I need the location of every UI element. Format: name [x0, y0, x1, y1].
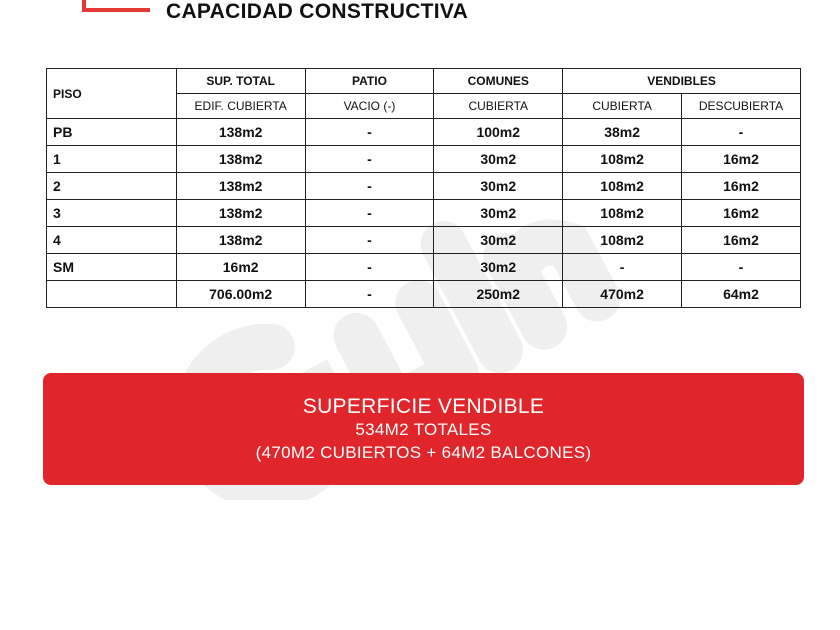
cell-sup-total: 138m2: [176, 146, 305, 173]
table-header-row: [47, 69, 801, 94]
header-comunes: COMUNES: [434, 69, 563, 94]
cell-sup-total: 706.00m2: [176, 281, 305, 308]
cell-vend-cubierta: 470m2: [563, 281, 682, 308]
cell-sup-total: 138m2: [176, 227, 305, 254]
table-row: [47, 227, 801, 254]
cell-vend-cubierta: 108m2: [563, 227, 682, 254]
cell-patio: -: [305, 200, 434, 227]
cell-vend-descubierta: 16m2: [682, 173, 801, 200]
cell-comunes: 100m2: [434, 119, 563, 146]
cell-piso: 4: [47, 227, 177, 254]
cell-piso: 2: [47, 173, 177, 200]
table-row: [47, 119, 801, 146]
cell-vend-descubierta: 64m2: [682, 281, 801, 308]
subheader-vendibles-descubierta: DESCUBIERTA: [682, 94, 801, 119]
cell-vend-cubierta: 108m2: [563, 200, 682, 227]
summary-banner: [43, 373, 804, 485]
cell-comunes: 30m2: [434, 200, 563, 227]
cell-patio: -: [305, 119, 434, 146]
cell-patio: -: [305, 227, 434, 254]
cell-piso: PB: [47, 119, 177, 146]
cell-patio: -: [305, 254, 434, 281]
cell-comunes: 30m2: [434, 227, 563, 254]
cell-sup-total: 138m2: [176, 200, 305, 227]
cell-sup-total: 16m2: [176, 254, 305, 281]
cell-vend-cubierta: -: [563, 254, 682, 281]
header-piso: PISO: [47, 69, 177, 119]
table-total-row: [47, 281, 801, 308]
subheader-vacio: VACIO (-): [305, 94, 434, 119]
cell-patio: -: [305, 146, 434, 173]
cell-patio: -: [305, 281, 434, 308]
logo-mark: [82, 0, 150, 12]
cell-comunes: 30m2: [434, 254, 563, 281]
cell-comunes: 250m2: [434, 281, 563, 308]
cell-vend-cubierta: 108m2: [563, 146, 682, 173]
header-sup-total: SUP. TOTAL: [176, 69, 305, 94]
cell-vend-descubierta: 16m2: [682, 227, 801, 254]
cell-vend-descubierta: 16m2: [682, 200, 801, 227]
table-row: [47, 254, 801, 281]
table-row: [47, 173, 801, 200]
cell-sup-total: 138m2: [176, 119, 305, 146]
cell-vend-cubierta: 108m2: [563, 173, 682, 200]
table-row: [47, 200, 801, 227]
page-title: CAPACIDAD CONSTRUCTIVA: [166, 0, 469, 23]
table-row: [47, 146, 801, 173]
capacity-table: [46, 68, 801, 308]
cell-comunes: 30m2: [434, 173, 563, 200]
cell-vend-descubierta: 16m2: [682, 146, 801, 173]
cell-comunes: 30m2: [434, 146, 563, 173]
cell-piso: [47, 281, 177, 308]
cell-vend-cubierta: 38m2: [563, 119, 682, 146]
cell-piso: 1: [47, 146, 177, 173]
cell-patio: -: [305, 173, 434, 200]
cell-vend-descubierta: -: [682, 119, 801, 146]
header-vendibles: VENDIBLES: [563, 69, 801, 94]
banner-heading: SUPERFICIE VENDIBLE: [302, 395, 545, 418]
cell-sup-total: 138m2: [176, 173, 305, 200]
subheader-vendibles-cubierta: CUBIERTA: [563, 94, 682, 119]
banner-breakdown: (470M2 CUBIERTOS + 64M2 BALCONES): [255, 443, 592, 462]
cell-piso: SM: [47, 254, 177, 281]
subheader-comunes-cubierta: CUBIERTA: [434, 94, 563, 119]
header-patio: PATIO: [305, 69, 434, 94]
cell-piso: 3: [47, 200, 177, 227]
subheader-edif-cubierta: EDIF. CUBIERTA: [176, 94, 305, 119]
banner-total: 534M2 TOTALES: [355, 420, 492, 439]
cell-vend-descubierta: -: [682, 254, 801, 281]
